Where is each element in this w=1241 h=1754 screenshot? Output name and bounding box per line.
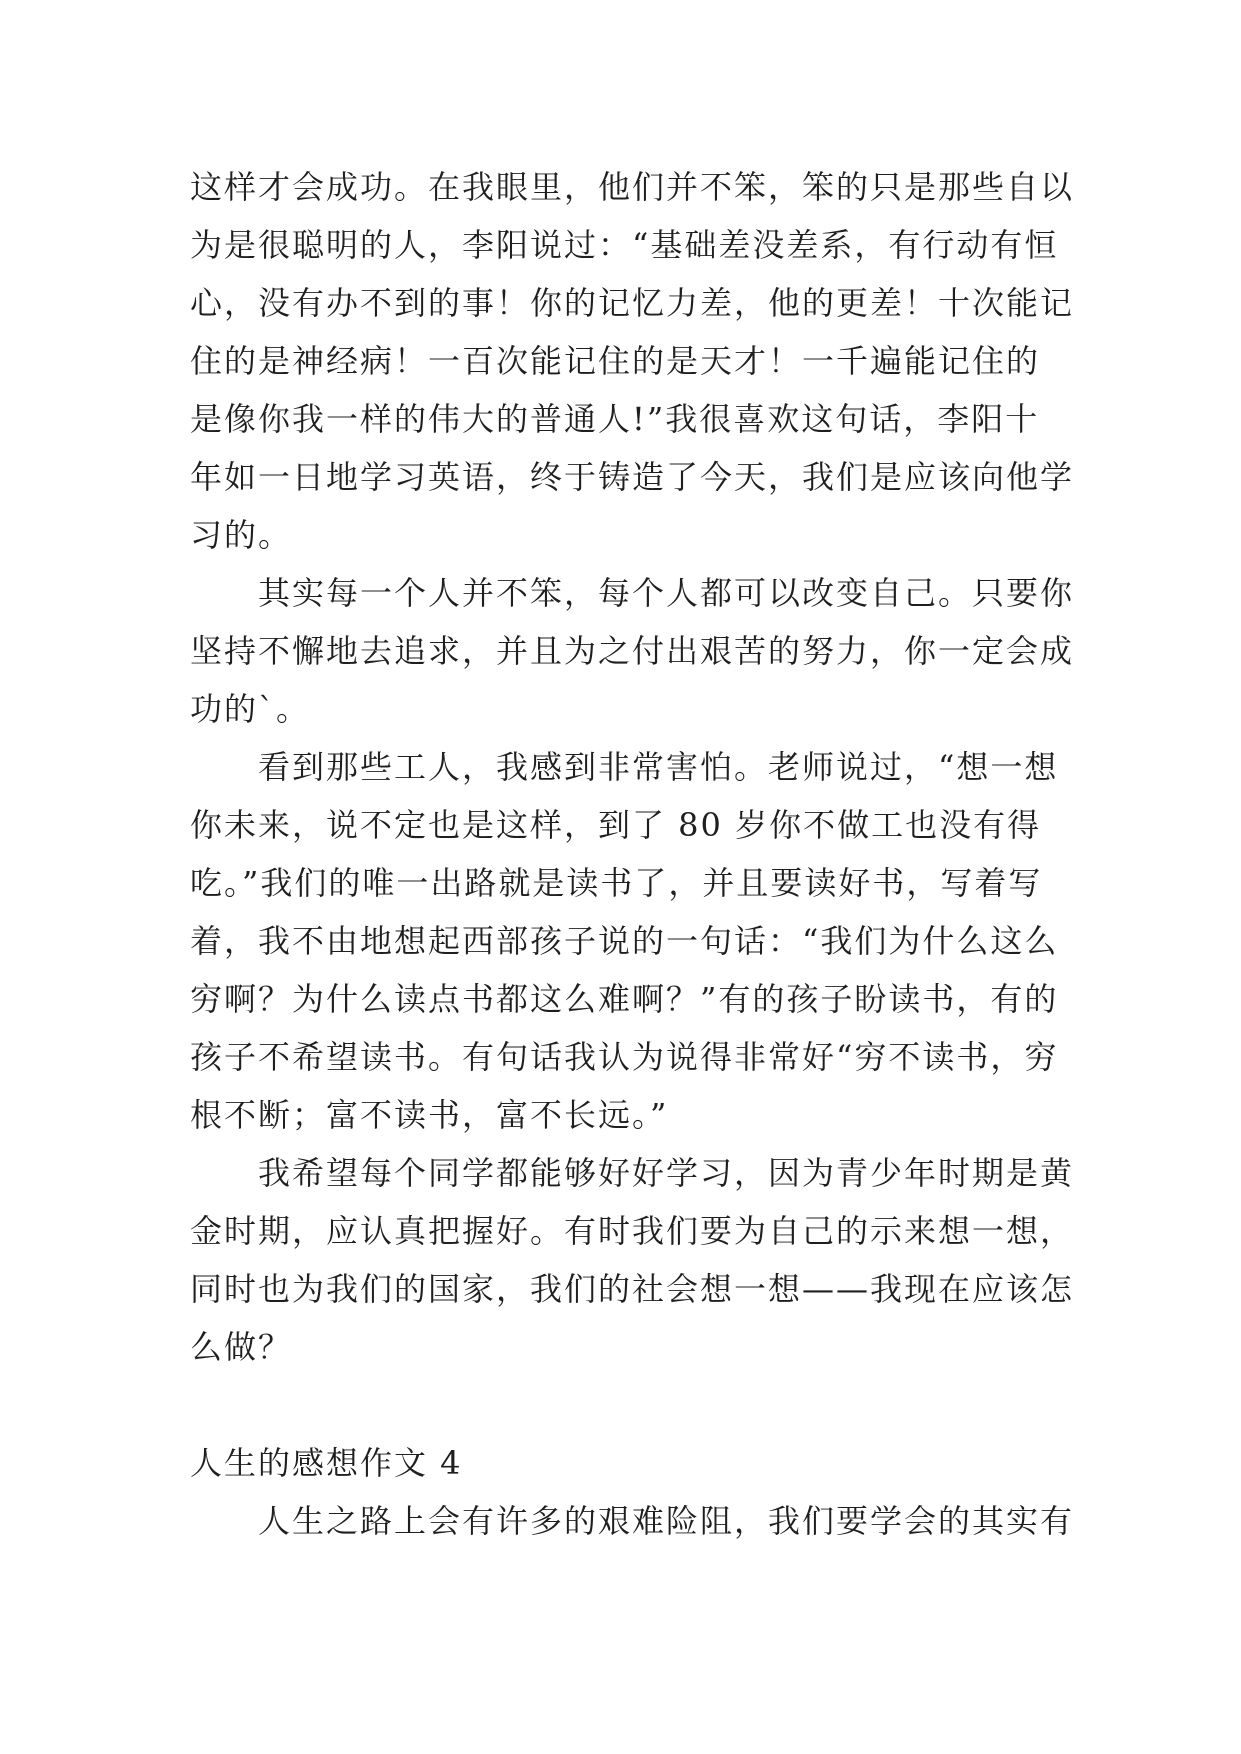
section-spacer (190, 1376, 1060, 1434)
text-line: 住的是神经病！一百次能记住的是天才！一千遍能记住的 (190, 342, 1041, 380)
text-line: 其实每一个人并不笨，每个人都可以改变自己。只要你 (258, 574, 1075, 612)
text-line: 穷啊？为什么读点书都这么难啊？”有的孩子盼读书，有的 (190, 980, 1059, 1018)
text-line: 年如一日地学习英语，终于铸造了今天，我们是应该向他学 (190, 458, 1075, 496)
text-line: 么做？ (190, 1328, 293, 1366)
text-line: 坚持不懈地去追求，并且为之付出艰苦的努力，你一定会成 (190, 632, 1075, 670)
text-line: 这样才会成功。在我眼里，他们并不笨，笨的只是那些自以 (190, 168, 1075, 206)
text-line: 是像你我一样的伟大的普通人!”我很喜欢这句话，李阳十 (190, 400, 1040, 438)
text-line: 我希望每个同学都能够好好学习，因为青少年时期是黄 (258, 1154, 1075, 1192)
text-line: 吃。”我们的唯一出路就是读书了，并且要读好书，写着写 (190, 864, 1043, 902)
text-line: 孩子不希望读书。有句话我认为说得非常好“穷不读书，穷 (190, 1038, 1059, 1076)
text-line: 同时也为我们的国家，我们的社会想一想——我现在应该怎 (190, 1270, 1075, 1308)
section-heading: 人生的感想作文 4 (190, 1444, 463, 1482)
text-line: 心，没有办不到的事！你的记忆力差，他的更差！十次能记 (190, 284, 1075, 322)
paragraph-4 (190, 1144, 1075, 1376)
paragraph-3 (190, 738, 1060, 1144)
text-line: 你未来，说不定也是这样，到了 80 岁你不做工也没有得 (190, 806, 1042, 844)
text-line: 为是很聪明的人，李阳说过：“基础差没差系，有行动有恒 (190, 226, 1059, 264)
text-line: 功的`。 (190, 690, 311, 728)
text-line: 人生之路上会有许多的艰难险阻，我们要学会的其实有 (258, 1502, 1075, 1540)
paragraph-2 (190, 564, 1075, 738)
text-line: 着，我不由地想起西部孩子说的一句话：“我们为什么这么 (190, 922, 1059, 960)
text-line: 习的。 (190, 516, 293, 554)
text-line: 根不断；富不读书，富不长远。” (190, 1096, 669, 1134)
text-line: 金时期，应认真把握好。有时我们要为自己的示来想一想， (190, 1212, 1075, 1250)
paragraph-1 (190, 158, 1075, 564)
document-body (190, 158, 1075, 1550)
text-line: 看到那些工人，我感到非常害怕。老师说过，“想一想 (258, 748, 1059, 786)
paragraph-5 (190, 1492, 1075, 1550)
